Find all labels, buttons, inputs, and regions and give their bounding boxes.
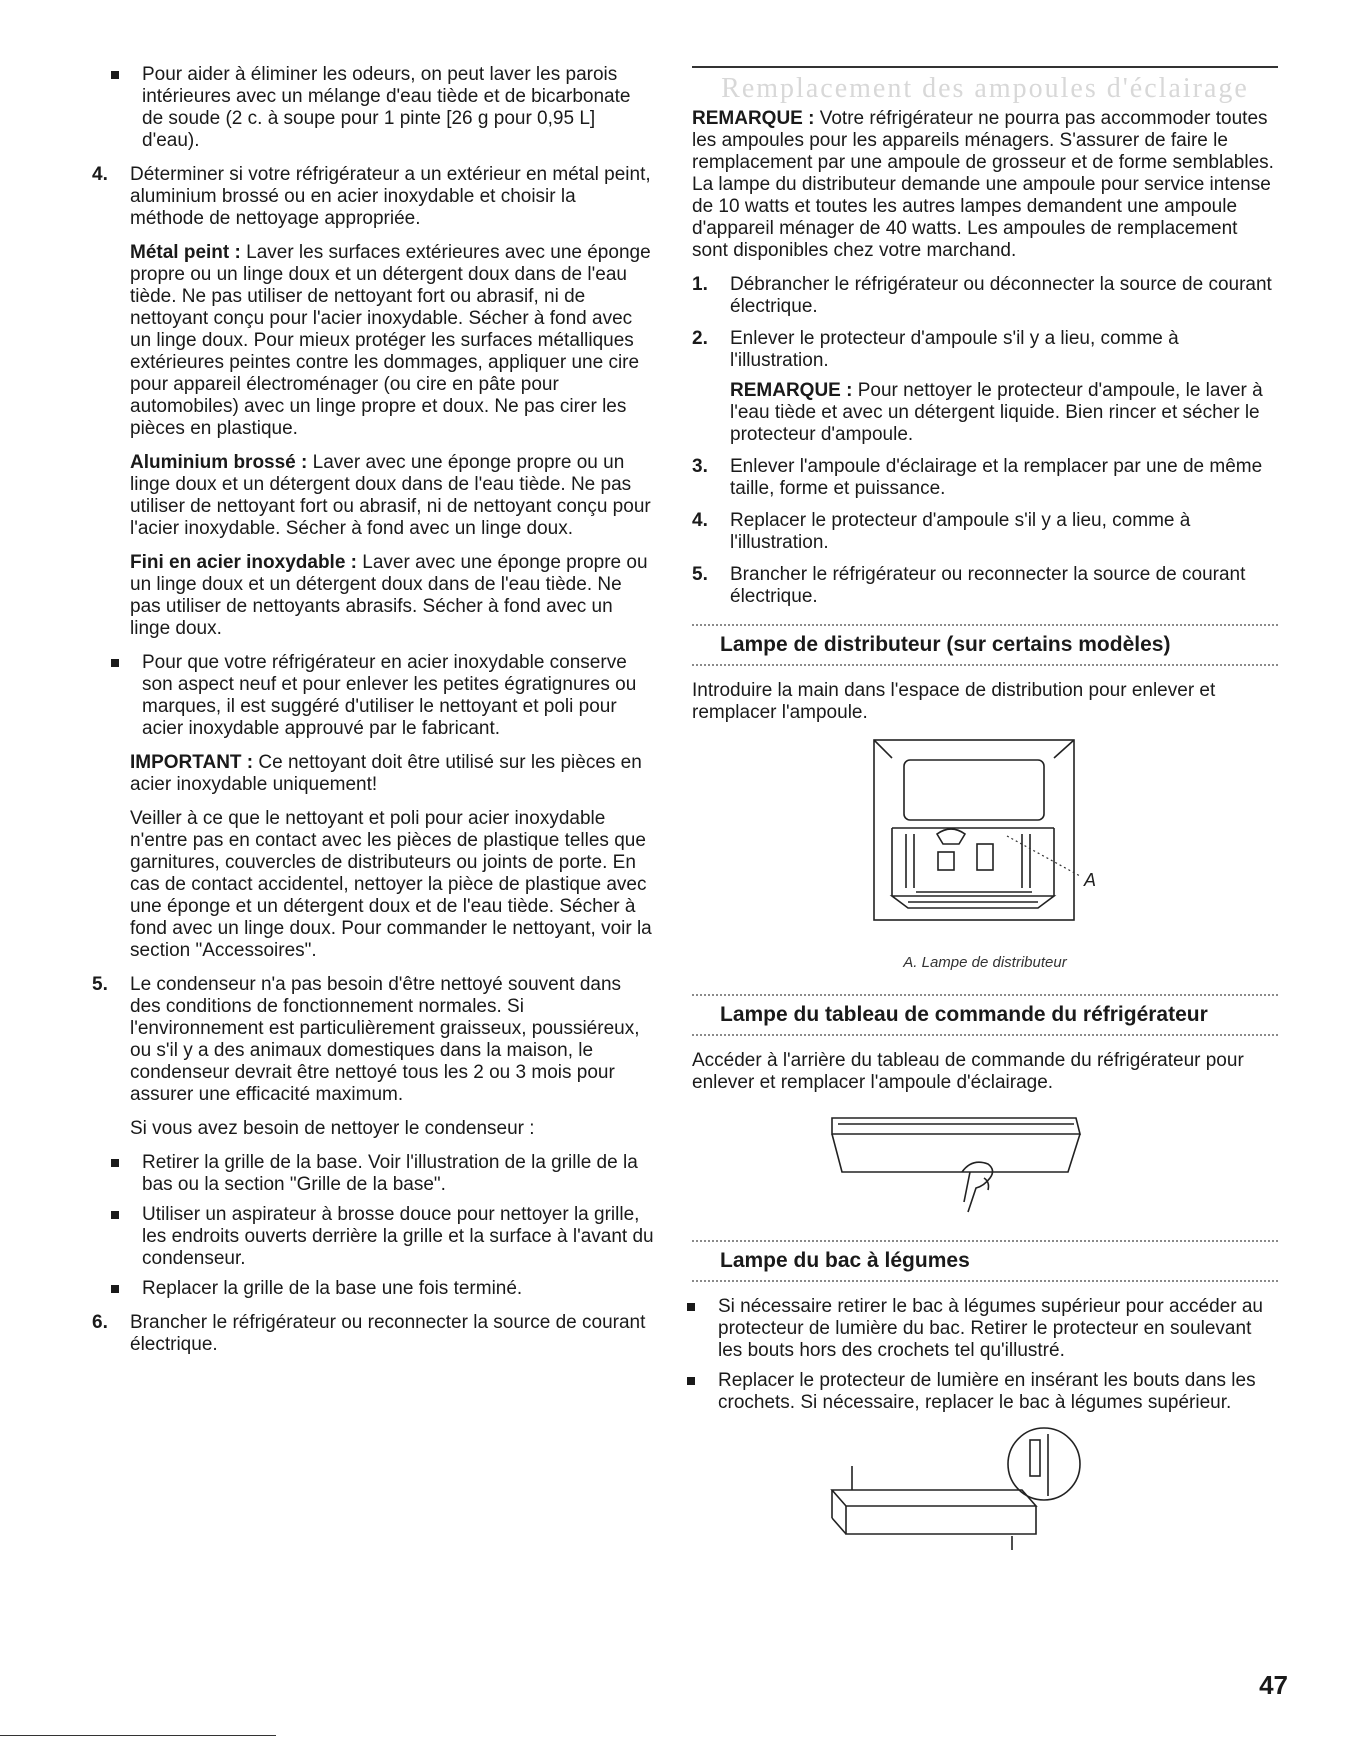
left-column [92,0,654,1368]
list-item: Si nécessaire retirer le bac à légumes supérieur pour accéder au protecteur de lumière du bac. Retirer le protecteur en soulevant les bouts hors des crochets tel qu'illustré. [668,1296,1278,1362]
aluminium-label: Aluminium brossé : [130,452,308,473]
list-item: Utiliser un aspirateur à brosse douce pour nettoyer la grille, les endroits ouverts derrière la grille et la surface à l'avant du condenseur. [92,1204,654,1270]
crisper-illustration [692,1426,1278,1566]
figure-callout-a: A [1084,870,1097,890]
dispenser-illustration [692,736,1278,946]
bulb-steps-list [692,274,1278,608]
section-heading-bac: Lampe du bac à légumes [692,1240,1278,1282]
step-5: 5. Brancher le réfrigérateur ou reconnecter la source de courant électrique. [692,564,1246,607]
list-item: Replacer la grille de la base une fois terminé. [92,1278,654,1300]
list-item: Pour aider à éliminer les odeurs, on peut laver les parois intérieures avec un mélange d'eau tiède et de bicarbonate de soude (2 c. à soupe pour 1 pinte [26 g pour 0,95 L] d'eau). [92,64,654,152]
bac-bullet-list [668,1296,1278,1414]
step-number: 6. [92,1312,108,1333]
step-number: 4. [92,164,108,185]
cleaning-steps-list [92,164,654,1356]
step-2: 2. Enlever le protecteur d'ampoule s'il y a lieu, comme à l'illustration. REMARQUE : Pour nettoyer le protecteur d'ampoule, le laver à l'eau tiède et avec un détergent liquide. Bien rincer et sécher le protecteur d'ampoule. [692,328,1278,446]
inox-paragraph: Fini en acier inoxydable : Laver avec une éponge propre ou un linge doux et un détergent doux dans de l'eau tiède. Ne pas utiliser de nettoyants abrasifs. Sécher à fond avec un linge doux. [130,552,648,639]
step-text: Le condenseur n'a pas besoin d'être nettoyé souvent dans des conditions de fonctionnement normales. Si l'environnement est particulièrement graisseux, poussiéreux, ou s'il y a des animaux domestiques dans la maison, le condenseur devrait être nettoyé tous les 2 ou 3 mois pour assurer une efficacité maximum. [130,974,640,1105]
important-paragraph: IMPORTANT : Ce nettoyant doit être utilisé sur les pièces en acier inoxydable uniquement! [130,752,642,795]
distributeur-paragraph: Introduire la main dans l'espace de distribution pour enlever et remplacer l'ampoule. [692,680,1216,723]
metal-peint-label: Métal peint : [130,242,241,263]
control-panel-illustration [692,1106,1278,1226]
step-4 [92,164,654,962]
step-number: 5. [92,974,108,995]
section-heading-tableau: Lampe du tableau de commande du réfrigérateur [692,994,1278,1036]
inox-label: Fini en acier inoxydable : [130,552,358,573]
remarque-label: REMARQUE : [692,108,815,129]
list-item: Pour que votre réfrigérateur en acier inoxydable conserve son aspect neuf et pour enlever les petites égratignures ou marques, il est suggéré d'utiliser le nettoyant et poli pour acier inoxydable approuvé par le fabricant. [92,652,654,740]
section-rule [692,66,1278,68]
section-heading-distributeur: Lampe de distributeur (sur certains modèles) [692,624,1278,666]
important-label: IMPORTANT : [130,752,254,773]
condenseur-intro: Si vous avez besoin de nettoyer le condenseur : [130,1118,535,1139]
remarque-label: REMARQUE : [730,380,853,401]
metal-peint-paragraph: Métal peint : Laver les surfaces extérieures avec une éponge propre ou un linge doux et un détergent doux dans de l'eau tiède. Ne pas utiliser de nettoyant fort ou abrasif, ni de nettoyant conçu pour l'acier inoxydable. Sécher à fond avec un linge doux. Pour mieux protéger les surfaces métalliques extérieures peintes contre les dommages, appliquer une cire pour appareil électroménager (ou cire en pâte pour automobiles) avec un linge propre et doux. Ne pas cirer les pièces en plastique. [130,242,651,439]
section-title-faded: Remplacement des ampoules d'éclairage [721,73,1249,104]
step-4: 4. Replacer le protecteur d'ampoule s'il y a lieu, comme à l'illustration. [692,510,1191,553]
step-1: 1. Débrancher le réfrigérateur ou déconnecter la source de courant électrique. [692,274,1272,317]
footer-rule [0,1735,276,1736]
step-6 [92,1312,654,1356]
list-item: Replacer le protecteur de lumière en insérant les bouts dans les crochets. Si nécessaire, replacer le bac à légumes supérieur. [668,1370,1278,1414]
step-5 [92,974,654,1300]
figure-caption: A. Lampe de distributeur [903,954,1067,971]
step-3: 3. Enlever l'ampoule d'éclairage et la remplacer par une de même taille, forme et puissance. [692,456,1263,499]
list-item: Retirer la grille de la base. Voir l'illustration de la grille de la bas ou la section "Grille de la base". [92,1152,654,1196]
veiller-paragraph: Veiller à ce que le nettoyant et poli pour acier inoxydable n'entre pas en contact avec les pièces de plastique telles que garnitures, couvercles de distributeurs ou joints de porte. En cas de contact accidentel, nettoyer la pièce de plastique avec une éponge et un détergent doux et de l'eau tiède. Sécher à fond avec un linge doux. Pour commander le nettoyant, voir la section "Accessoires". [130,808,652,961]
step-text: Déterminer si votre réfrigérateur a un extérieur en métal peint, aluminium brossé ou en acier inoxydable et choisir la méthode de nettoyage appropriée. [130,164,651,229]
page-number: 47 [1259,1670,1288,1700]
step2-note: REMARQUE : Pour nettoyer le protecteur d'ampoule, le laver à l'eau tiède et avec un détergent liquide. Bien rincer et sécher le protecteur d'ampoule. [730,380,1263,445]
odeurs-bullet-list [92,64,654,152]
inox-bullet-list [92,652,654,740]
remarque-paragraph: REMARQUE : Votre réfrigérateur ne pourra pas accommoder toutes les ampoules pour les appareils ménagers. S'assurer de faire le remplacement par une ampoule de grosseur et de forme semblables. La lampe du distributeur demande une ampoule pour service intense de 10 watts et toutes les autres lampes demandent une ampoule d'appareil ménager de 40 watts. Les ampoules de remplacement sont disponibles chez votre marchand. [692,108,1274,261]
aluminium-paragraph: Aluminium brossé : Laver avec une éponge propre ou un linge doux et un détergent doux dans de l'eau tiède. Ne pas utiliser de nettoyant fort ou abrasif, ni de nettoyant conçu pour l'acier inoxydable. Sécher à fond avec un linge doux. [130,452,651,539]
tableau-paragraph: Accéder à l'arrière du tableau de commande du réfrigérateur pour enlever et remplacer l'ampoule d'éclairage. [692,1050,1244,1093]
step-text: Brancher le réfrigérateur ou reconnecter la source de courant électrique. [130,1312,646,1355]
condenseur-bullet-list [92,1152,654,1300]
right-column [692,0,1278,1566]
